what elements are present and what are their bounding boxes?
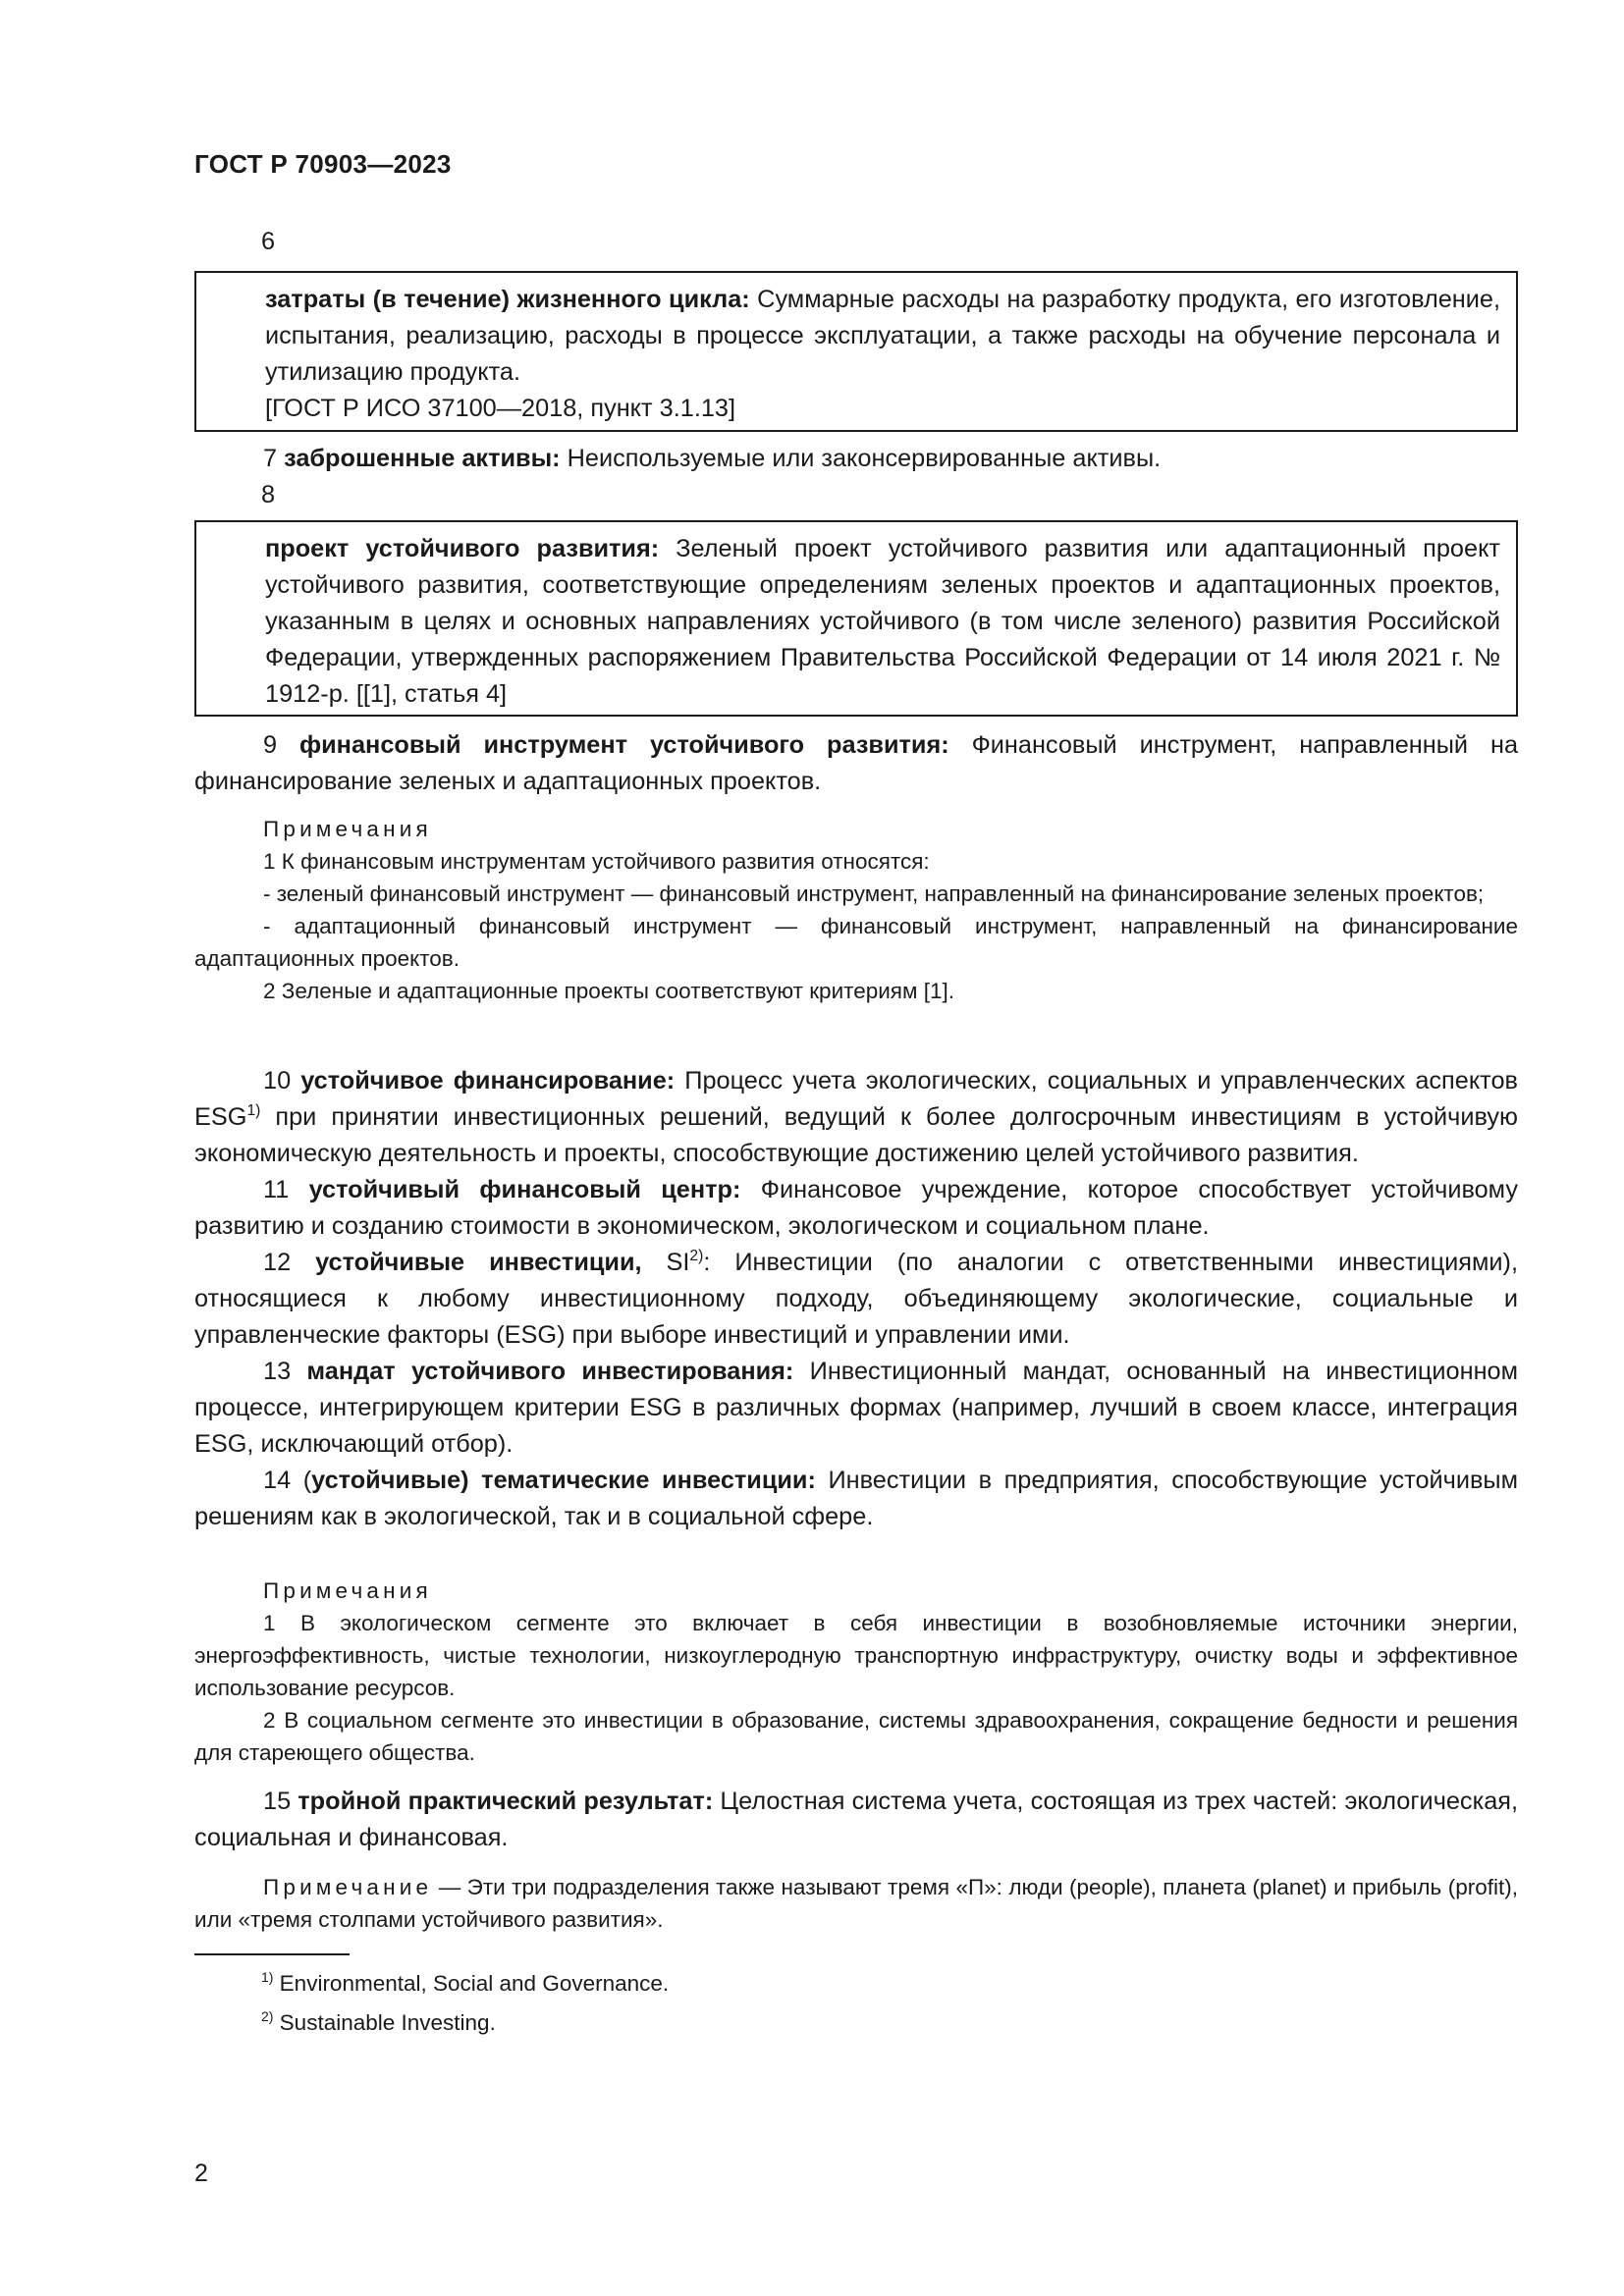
footnote-separator (194, 1953, 350, 1955)
term-number-15: 15 (263, 1788, 292, 1815)
term-paren-14: ( (302, 1467, 312, 1494)
page-number: 2 (194, 2160, 208, 2187)
note-14-1: 1 В экологическом сегменте это включает в себя инвестиции в возобновляемые источники энергии, энергоэффективность, чистые технологии, низкоуглеродную транспортную инфраструктуру, очистку воды и эффективное использование ресурсов. (194, 1611, 1518, 1700)
notes-14 (194, 1575, 1518, 1769)
note-9-1: 1 К финансовым инструментам устойчивого развития относятся: (263, 849, 930, 874)
term-text-8: Зеленый проект устойчивого развития или адаптационный проект устойчивого развития, соответствующие определениям зеленых проектов и адаптационных проектов, указанным в целях и основных направлениях устойчивого (в том числе зеленого) развития Российской Федерации, утвержденных распоряжением Правительства Российской Федерации от 14 июля 2021 г. № 1912-р. [[1], статья 4] (265, 535, 1501, 708)
footnote-text-1: Environmental, Social and Governance. (279, 1971, 670, 1996)
note-9-2: 2 Зеленые и адаптационные проекты соответствуют критериям [1]. (263, 979, 954, 1003)
term-13 (194, 1354, 1518, 1463)
term-definition-8 (265, 531, 1500, 713)
term-title-14b: тематические инвестиции: (468, 1467, 816, 1494)
term-title-15: тройной практический результат: (298, 1788, 714, 1815)
note-9-dash-1: - зеленый финансовый инструмент — финансовый инструмент, направленный на финансирование зеленых проектов; (263, 881, 1485, 906)
term-title-12: устойчивые инвестиции, (315, 1249, 642, 1276)
footnote-1 (261, 1968, 670, 1997)
term-10 (194, 1063, 1518, 1172)
term-number-12: 12 (263, 1249, 292, 1276)
note-title-15: Примечание (263, 1875, 433, 1899)
term-9 (194, 727, 1518, 800)
term-number-6: 6 (261, 228, 276, 255)
term-title-11: устойчивый финансовый центр: (308, 1176, 741, 1203)
term-number-7: 7 (263, 445, 278, 472)
term-number-10: 10 (263, 1067, 292, 1095)
term-15 (194, 1784, 1518, 1856)
term-text-12: : Инвестиции (по аналогии с ответственными инвестициями), относящиеся к любому инвестиционному подходу, объединяющему экологические, социальные и управленческие факторы (ESG) при выборе инвестиций и управлении ими. (194, 1249, 1518, 1349)
term-abbr-12: SI (641, 1249, 690, 1276)
term-7 (194, 441, 1518, 477)
term-source-6: [ГОСТ Р ИСО 37100—2018, пункт 3.1.13] (265, 395, 736, 422)
term-11 (194, 1172, 1518, 1245)
terms-10-14 (194, 1063, 1518, 1535)
term-text-6: Суммарные расходы на разработку продукта, его изготовление, испытания, реализацию, расходы в процессе эксплуатации, а также расходы на обучение персонала и утилизацию продукта. (265, 286, 1501, 386)
note-9-dash-2: - адаптационный финансовый инструмент — финансовый инструмент, направленный на финансирование адаптационных проектов. (194, 914, 1518, 971)
note-text-15: — Эти три подразделения также называют тремя «П»: люди (people), планета (planet) и прибыль (profit), или «тремя столпами устойчивого развития». (194, 1875, 1518, 1932)
term-title-13: мандат устойчивого инвестирования: (306, 1358, 794, 1385)
footnote-ref-1: 1) (246, 1101, 261, 1119)
term-number-8: 8 (261, 481, 276, 508)
term-number-14: 14 (263, 1467, 292, 1494)
notes-title-9: Примечания (263, 817, 432, 841)
term-number-11: 11 (263, 1176, 290, 1203)
note-14-2: 2 В социальном сегменте это инвестиции в образование, системы здравоохранения, сокращение бедности и решения для стареющего общества. (194, 1708, 1518, 1765)
document-code-header: ГОСТ Р 70903—2023 (194, 149, 452, 179)
notes-title-14: Примечания (263, 1578, 432, 1603)
term-14 (194, 1463, 1518, 1535)
term-title-7: заброшенные активы: (284, 445, 561, 472)
term-number-9: 9 (263, 731, 278, 759)
term-text-7: Неиспользуемые или законсервированные активы. (567, 445, 1162, 472)
term-text-13: Инвестиционный мандат, основанный на инвестиционном процессе, интегрирующем критерии ESG в различных формах (например, лучший в своем классе, интеграция ESG, исключающий отбор). (194, 1358, 1518, 1458)
term-text-11: Финансовое учреждение, которое способствует устойчивому развитию и созданию стоимости в экономическом, экологическом и социальном плане. (194, 1176, 1518, 1240)
term-title-10: устойчивое финансирование: (300, 1067, 676, 1095)
footnote-mark-1: 1) (261, 1968, 274, 1985)
term-definition-6 (265, 282, 1500, 391)
term-text-10b: при принятии инвестиционных решений, ведущий к более долгосрочным инвестициям в устойчивую экономическую деятельность и проекты, способствующие достижению целей устойчивого развития. (194, 1103, 1518, 1167)
term-12 (194, 1245, 1518, 1354)
note-15 (194, 1871, 1518, 1936)
term-number-13: 13 (263, 1358, 292, 1385)
term-title-8: проект устойчивого развития: (265, 535, 660, 562)
term-text-9: Финансовый инструмент, направленный на финансирование зеленых и адаптационных проектов. (194, 731, 1519, 795)
term-text-15: Целостная система учета, состоящая из трех частей: экологическая, социальная и финансовая. (194, 1788, 1519, 1851)
footnote-mark-2: 2) (261, 2007, 274, 2024)
footnote-ref-2: 2) (689, 1247, 704, 1264)
term-text-14: Инвестиции в предприятия, способствующие устойчивым решениям как в экологической, так и в социальной сфере. (194, 1467, 1519, 1530)
term-title-9: финансовый инструмент устойчивого развития: (299, 731, 949, 759)
term-text-10a: Процесс учета экологических, социальных и управленческих аспектов ESG (194, 1067, 1518, 1131)
notes-9 (194, 813, 1518, 1007)
term-box-8 (194, 520, 1518, 717)
footnote-2 (261, 2007, 496, 2036)
footnote-text-2: Sustainable Investing. (279, 2010, 496, 2035)
term-title-14a: устойчивые) (311, 1467, 469, 1494)
term-box-6 (194, 271, 1518, 432)
term-title-6: затраты (в течение) жизненного цикла: (265, 286, 750, 313)
